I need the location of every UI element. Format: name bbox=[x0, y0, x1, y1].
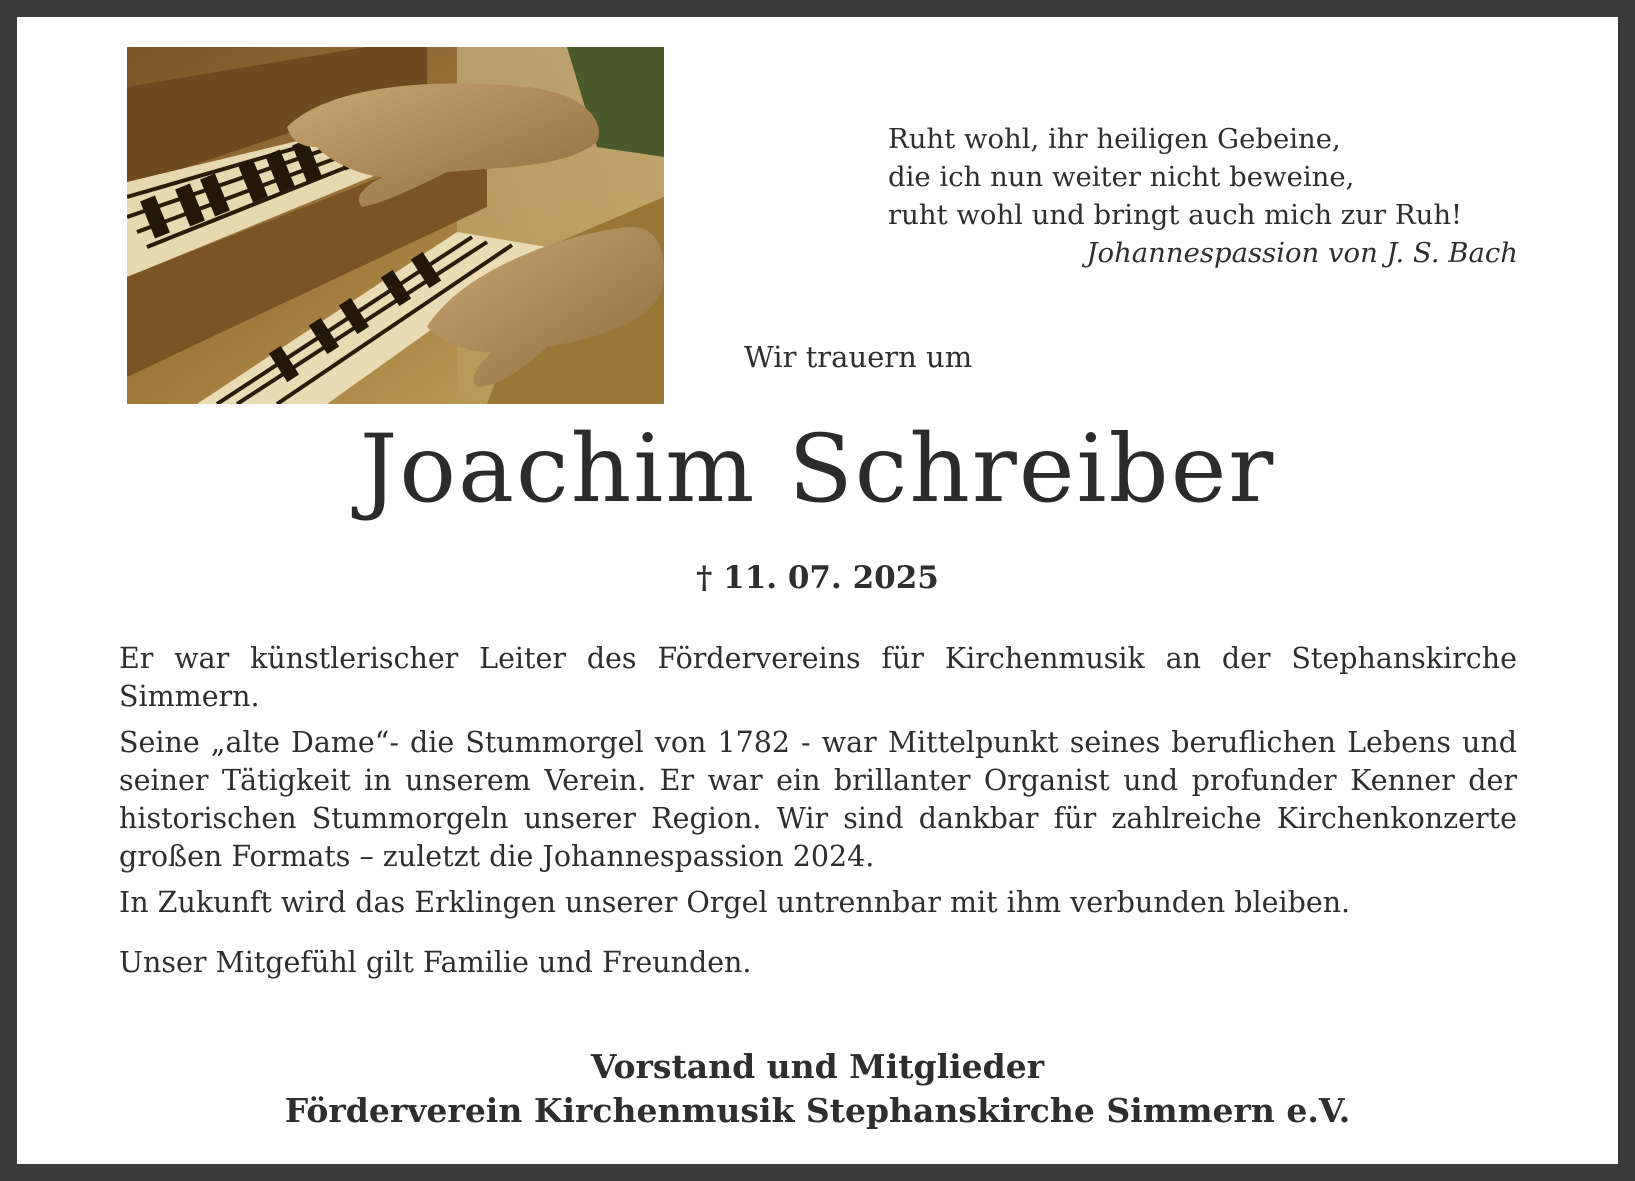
quote-line-3: ruht wohl und bringt auch mich zur Ruh! bbox=[888, 199, 1463, 231]
paragraph: Seine „alte Dame“- die Stummorgel von 1782 - war Mittelpunkt seines beruflichen Lebens und seiner Tätigkeit in unserem Verein. Er war ein brillanter Organist und profunder Kenner der historischen Stummorgeln unserer Region. Wir sind dankbar für zahlreiche Kirchenkonzerte großen Formats – zuletzt die Johannespassion 2024. bbox=[119, 726, 1517, 873]
deceased-name: Joachim Schreiber bbox=[359, 415, 1276, 524]
signature-block bbox=[0, 1045, 1635, 1133]
paragraph: In Zukunft wird das Erklingen unserer Orgel untrennbar mit ihm verbunden bleiben. bbox=[119, 886, 1351, 919]
paragraph: Er war künstlerischer Leiter des Fördervereins für Kirchenmusik an der Stephanskirche Simmern. bbox=[119, 642, 1517, 713]
organ-hands-photo bbox=[127, 47, 664, 404]
quote-source: Johannespassion von J. S. Bach bbox=[1086, 237, 1518, 269]
signature-line-1: Vorstand und Mitglieder bbox=[590, 1047, 1045, 1086]
mourning-intro: Wir trauern um bbox=[744, 340, 973, 374]
obituary-text bbox=[119, 640, 1517, 990]
bach-quote bbox=[888, 120, 1518, 272]
death-date: † 11. 07. 2025 bbox=[696, 560, 939, 596]
signature-line-2: Förderverein Kirchenmusik Stephanskirche Simmern e.V. bbox=[284, 1091, 1351, 1130]
quote-line-1: Ruht wohl, ihr heiligen Gebeine, bbox=[888, 123, 1341, 155]
quote-line-2: die ich nun weiter nicht beweine, bbox=[888, 161, 1355, 193]
closing-sentence: Unser Mitgefühl gilt Familie und Freunden. bbox=[119, 946, 752, 979]
